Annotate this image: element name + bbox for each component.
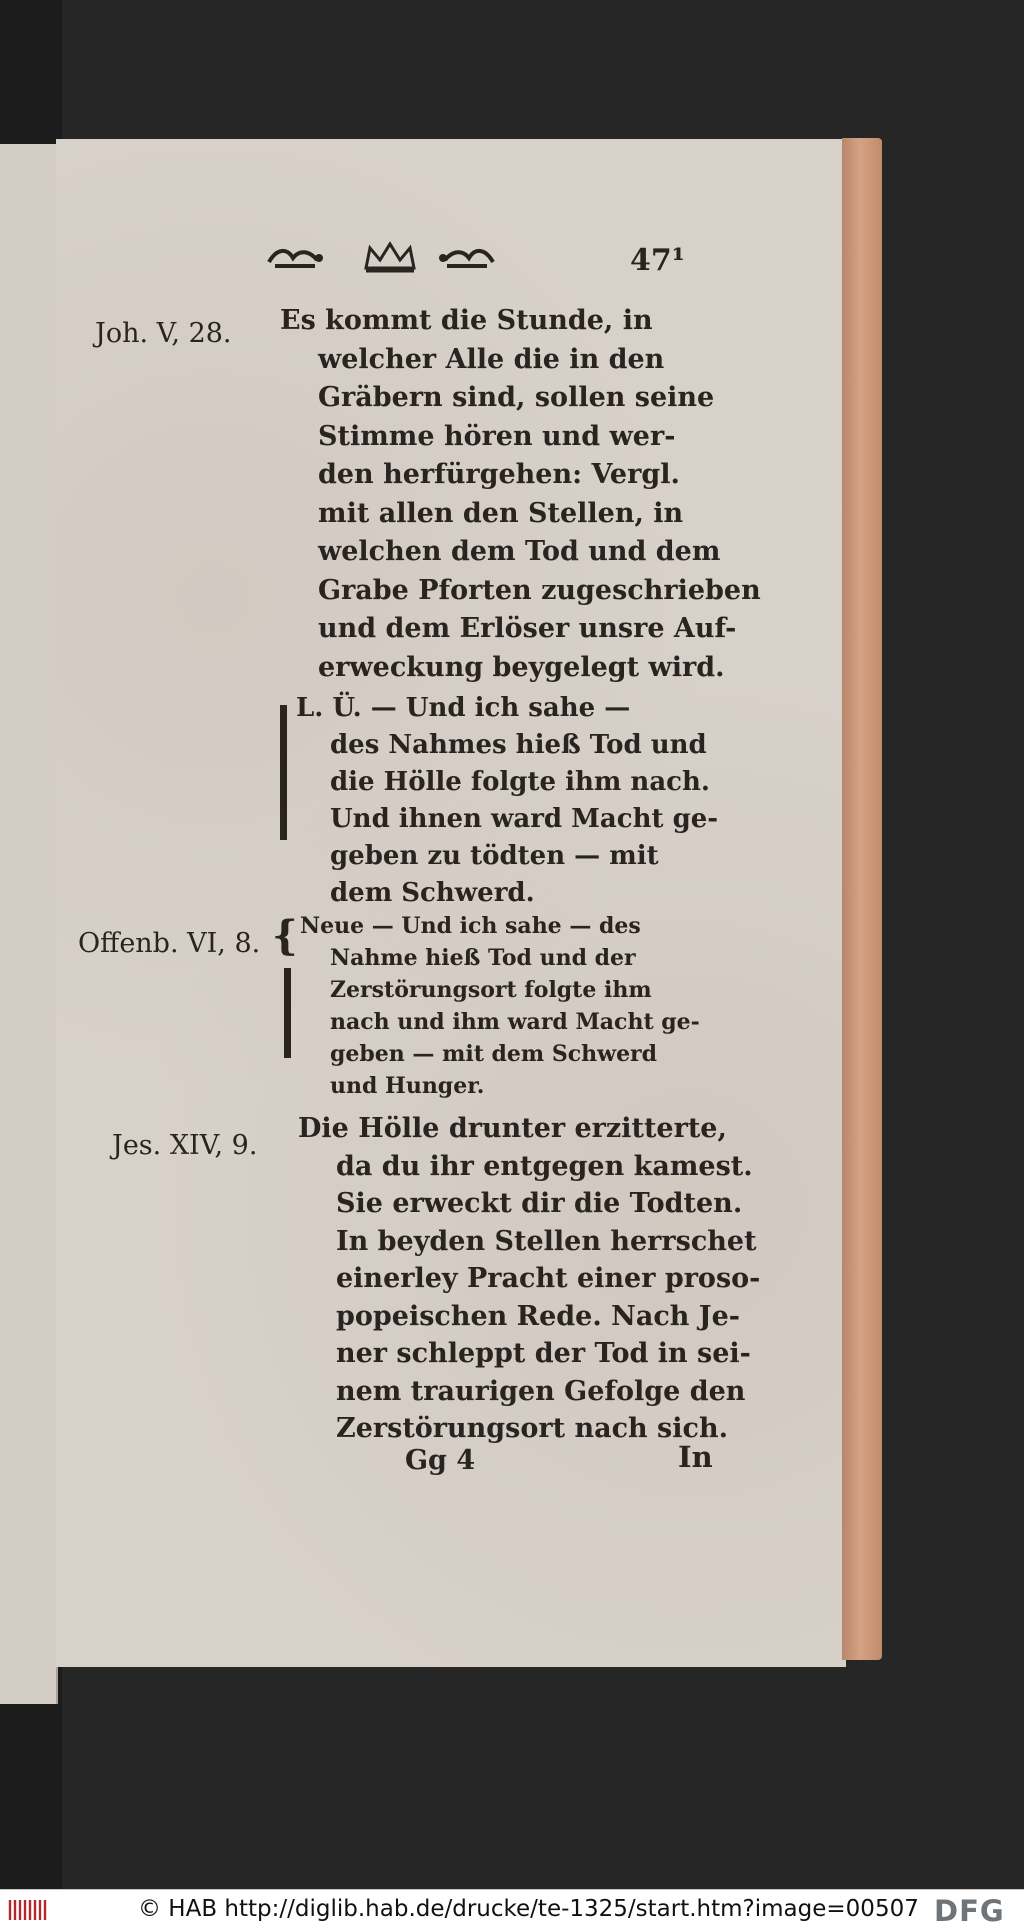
text-block-offenb (300, 910, 700, 1102)
text-line: L. Ü. — Und ich sahe — (296, 693, 631, 723)
text-line: Zerstörungsort folgte ihm (330, 977, 652, 1003)
catchword: In (678, 1440, 713, 1474)
footer-copyright-link[interactable]: © HAB http://diglib.hab.de/drucke/te-1325/start.htm?image=00507 (138, 1896, 919, 1922)
text-line: Neue — Und ich sahe — des (300, 913, 641, 939)
text-line: welchen dem Tod und dem (318, 536, 721, 567)
text-block-joh (280, 302, 761, 687)
text-block-lu (296, 690, 718, 912)
signature-mark: Gg 4 (405, 1445, 476, 1476)
page-edge (842, 138, 882, 1660)
crown-icon (360, 240, 420, 274)
text-line: In beyden Stellen herrschet (336, 1225, 757, 1257)
text-line: die Hölle folgte ihm nach. (330, 767, 710, 797)
text-line: den herfürgehen: Vergl. (318, 459, 680, 490)
text-line: Sie erweckt dir die Todten. (336, 1188, 743, 1219)
bracket-line (280, 705, 287, 840)
dfg-logo: DFG (934, 1894, 1005, 1928)
text-line: und Hunger. (330, 1073, 485, 1099)
page-number: 47¹ (630, 243, 685, 278)
text-line: Und ihnen ward Macht ge- (330, 804, 719, 834)
text-line: Es kommt die Stunde, in (280, 305, 653, 336)
text-line: ner schleppt der Tod in sei- (336, 1338, 751, 1369)
bible-reference: Offenb. VI, 8. (78, 928, 261, 959)
text-line: da du ihr entgegen kamest. (336, 1150, 753, 1182)
text-line: Zerstörungsort nach sich. (336, 1413, 728, 1444)
text-line: popeischen Rede. Nach Je- (336, 1300, 740, 1332)
text-line: erweckung beygelegt wird. (318, 651, 725, 683)
text-line: und dem Erlöser unsre Auf- (318, 613, 737, 644)
leaf-left-icon (265, 240, 325, 274)
bible-reference: Joh. V, 28. (95, 318, 232, 349)
text-line: dem Schwerd. (330, 878, 535, 908)
text-line: Nahme hieß Tod und der (330, 945, 636, 971)
text-line: geben — mit dem Schwerd (330, 1041, 658, 1067)
text-block-jes (298, 1110, 760, 1448)
text-line: einerley Pracht einer proso- (336, 1263, 761, 1294)
text-line: Grabe Pforten zugeschrieben (318, 574, 761, 606)
text-line: Die Hölle drunter erzitterte, (298, 1113, 727, 1144)
text-line: Gräbern sind, sollen seine (318, 382, 715, 413)
hab-logo-icon (6, 1897, 50, 1923)
text-line: mit allen den Stellen, in (318, 497, 684, 529)
text-line: Stimme hören und wer- (318, 420, 676, 452)
previous-page-edge (0, 144, 58, 1704)
bracket-line (284, 968, 291, 1058)
text-line: des Nahmes hieß Tod und (330, 730, 707, 760)
brace-mark: { (272, 912, 298, 959)
bible-reference: Jes. XIV, 9. (112, 1130, 258, 1161)
leaf-right-icon (437, 240, 497, 274)
text-line: nach und ihm ward Macht ge- (330, 1009, 700, 1035)
text-line: geben zu tödten — mit (330, 841, 659, 871)
footer-bar (0, 1889, 1024, 1928)
text-line: nem traurigen Gefolge den (336, 1375, 746, 1407)
text-line: welcher Alle die in den (318, 343, 665, 375)
